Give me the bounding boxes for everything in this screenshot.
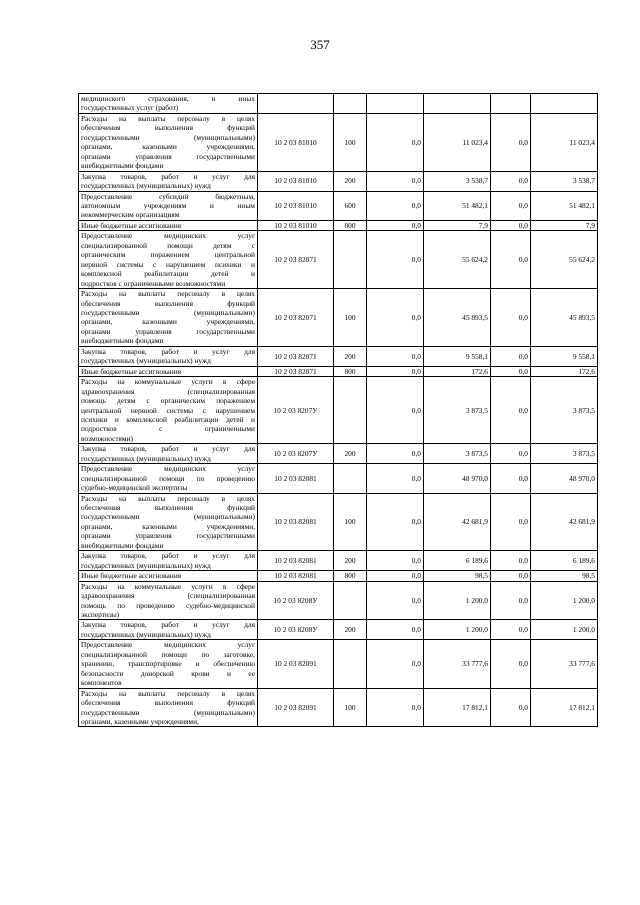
expense-name-line: Закупка товаров, работ и услуг для — [81, 171, 255, 181]
expense-name-line: органами управления государственными — [81, 531, 255, 541]
amount-cell: 0,0 — [491, 464, 531, 493]
table-row — [79, 171, 598, 191]
expense-name-line: здравоохранения (специализированная — [81, 386, 255, 396]
expense-type-cell: 200 — [334, 444, 367, 464]
expense-name-line: органами, казенными учреждениями, — [81, 717, 199, 726]
expense-name-line: Иные бюджетные ассигнования — [81, 571, 182, 581]
expense-name-line: внебюджетными фондами — [81, 540, 164, 550]
table-row — [79, 220, 598, 230]
expense-name-line: государственными (муниципальными) — [81, 307, 255, 317]
target-article-cell: 10 2 03 8208У — [258, 620, 334, 640]
expense-type-cell: 100 — [334, 113, 367, 171]
amount-cell: 0,0 — [491, 346, 531, 366]
table-row — [79, 571, 598, 581]
expense-name-line: государственных (муниципальных) нужд — [81, 453, 211, 463]
target-article-cell: 10 2 03 81010 — [258, 191, 334, 220]
expense-name-line: хранению, транспортировке и обеспечению — [81, 659, 255, 669]
expense-name-cell — [79, 231, 258, 289]
amount-cell: 0,0 — [491, 220, 531, 230]
expense-type-cell — [334, 231, 367, 289]
table-row — [79, 191, 598, 220]
expense-name-line: судебно-медицинской экспертизы — [81, 483, 188, 493]
expense-name-line: психики и комплексной реабилитации детей и — [81, 414, 255, 424]
amount-total-cell: 42 681,9 — [531, 493, 598, 551]
expense-name-line: нервной системы с нарушением психики и — [81, 259, 255, 269]
amount-total-cell: 3 873,5 — [531, 444, 598, 464]
expense-name-cell — [79, 581, 258, 620]
expense-name-line: органами управления государственными — [81, 326, 255, 336]
expense-name-line: Закупка товаров, работ и услуг для — [81, 444, 255, 454]
expense-name-line: внебюджетными фондами — [81, 336, 164, 346]
amount-total-cell: 17 812,1 — [531, 688, 598, 727]
expense-type-cell: 800 — [334, 366, 367, 376]
expense-name-line: Предоставление медицинских услуг — [81, 464, 255, 474]
expense-name-cell — [79, 551, 258, 571]
expense-name-line: специализированной помощи по проведению — [81, 473, 255, 483]
expense-type-cell: 800 — [334, 571, 367, 581]
amount-cell: 3 538,7 — [424, 171, 491, 191]
expense-type-cell: 200 — [334, 620, 367, 640]
expense-name-cell — [79, 444, 258, 464]
expense-type-cell: 100 — [334, 493, 367, 551]
amount-total-cell: 98,5 — [531, 571, 598, 581]
amount-cell: 0,0 — [491, 231, 531, 289]
expense-name-line: обеспечения выполнения функций — [81, 698, 255, 708]
expense-name-line: экспертизы) — [81, 610, 120, 620]
amount-cell: 0,0 — [367, 231, 424, 289]
expense-name-line: Расходы на коммунальные услуги в сфере — [81, 581, 255, 591]
expense-name-line: возможностями) — [81, 433, 133, 443]
amount-cell: 0,0 — [367, 171, 424, 191]
expense-name-cell — [79, 289, 258, 347]
amount-cell — [491, 94, 531, 114]
target-article-cell: 10 2 03 81010 — [258, 171, 334, 191]
expense-name-line: специализированной помощи детям с — [81, 240, 255, 250]
expense-name-cell — [79, 346, 258, 366]
table-row — [79, 640, 598, 688]
expense-name-line: обеспечения выполнения функций — [81, 298, 255, 308]
expense-name-line: государственными (муниципальными) — [81, 707, 255, 717]
amount-total-cell: 33 777,6 — [531, 640, 598, 688]
table-row — [79, 377, 598, 444]
amount-total-cell: 48 970,0 — [531, 464, 598, 493]
amount-cell: 0,0 — [367, 191, 424, 220]
target-article-cell: 10 2 03 82081 — [258, 571, 334, 581]
expense-name-line: Иные бюджетные ассигнования — [81, 366, 182, 376]
amount-cell: 0,0 — [367, 289, 424, 347]
target-article-cell: 10 2 03 82071 — [258, 346, 334, 366]
expense-name-cell — [79, 688, 258, 727]
expense-name-line: подростков с ограниченными — [81, 424, 255, 434]
amount-cell: 1 200,0 — [424, 581, 491, 620]
amount-cell: 0,0 — [491, 289, 531, 347]
expense-name-line: медицинского страхования, и иных — [81, 94, 255, 103]
amount-cell: 3 873,5 — [424, 444, 491, 464]
expense-name-cell — [79, 191, 258, 220]
amount-total-cell: 55 624,2 — [531, 231, 598, 289]
amount-cell: 3 873,5 — [424, 377, 491, 444]
table-row — [79, 289, 598, 347]
target-article-cell: 10 2 03 82071 — [258, 289, 334, 347]
table-row — [79, 688, 598, 727]
amount-cell: 51 482,1 — [424, 191, 491, 220]
amount-cell: 172,6 — [424, 366, 491, 376]
amount-cell: 0,0 — [367, 377, 424, 444]
target-article-cell: 10 2 03 8208У — [258, 581, 334, 620]
amount-total-cell: 6 189,6 — [531, 551, 598, 571]
expense-name-line: государственных услуг (работ) — [81, 103, 179, 113]
expense-type-cell: 600 — [334, 191, 367, 220]
page-number: 357 — [310, 37, 330, 52]
amount-cell: 17 812,1 — [424, 688, 491, 727]
expense-name-line: органами, казенными учреждениями, — [81, 521, 255, 531]
amount-cell: 11 023,4 — [424, 113, 491, 171]
target-article-cell: 10 2 03 82081 — [258, 551, 334, 571]
target-article-cell: 10 2 03 82071 — [258, 366, 334, 376]
table-row — [79, 94, 598, 114]
amount-cell: 0,0 — [491, 191, 531, 220]
expense-name-line: органами, казенными учреждениями, — [81, 142, 255, 152]
amount-cell: 0,0 — [491, 113, 531, 171]
expense-type-cell: 100 — [334, 289, 367, 347]
target-article-cell: 10 2 03 8207У — [258, 377, 334, 444]
expense-type-cell — [334, 640, 367, 688]
amount-cell — [367, 94, 424, 114]
amount-total-cell: 45 893,5 — [531, 289, 598, 347]
expense-name-cell — [79, 464, 258, 493]
amount-total-cell: 3 538,7 — [531, 171, 598, 191]
expense-name-line: помощь детям с органическим поражением — [81, 396, 255, 406]
expense-type-cell: 100 — [334, 688, 367, 727]
amount-cell: 55 624,2 — [424, 231, 491, 289]
expense-name-line: Расходы на выплаты персоналу в целях — [81, 289, 255, 299]
expense-name-line: безопасности донорской крови и ее — [81, 668, 255, 678]
amount-cell: 0,0 — [491, 171, 531, 191]
amount-cell: 48 970,0 — [424, 464, 491, 493]
amount-cell: 0,0 — [491, 377, 531, 444]
table-row — [79, 366, 598, 376]
target-article-cell: 10 2 03 82091 — [258, 688, 334, 727]
amount-total-cell: 11 023,4 — [531, 113, 598, 171]
expense-name-cell — [79, 620, 258, 640]
amount-cell: 0,0 — [491, 620, 531, 640]
expense-name-line: комплексной реабилитации детей и — [81, 269, 255, 279]
expense-name-line: органами, казенными учреждениями, — [81, 317, 255, 327]
amount-cell: 1 200,0 — [424, 620, 491, 640]
amount-cell: 6 189,6 — [424, 551, 491, 571]
amount-cell: 0,0 — [491, 444, 531, 464]
table-row — [79, 346, 598, 366]
amount-total-cell: 1 200,0 — [531, 581, 598, 620]
expense-type-cell: 200 — [334, 551, 367, 571]
expense-name-line: органическим поражением центральной — [81, 250, 255, 260]
expense-name-line: Расходы на выплаты персоналу в целях — [81, 688, 255, 698]
amount-cell: 0,0 — [367, 620, 424, 640]
expense-name-line: здравоохранения (специализированная — [81, 591, 255, 601]
expense-name-line: органами управления государственными — [81, 151, 255, 161]
amount-cell: 0,0 — [367, 640, 424, 688]
amount-cell — [424, 94, 491, 114]
amount-total-cell: 51 482,1 — [531, 191, 598, 220]
expense-name-line: Расходы на выплаты персоналу в целях — [81, 113, 255, 123]
target-article-cell: 10 2 03 82081 — [258, 493, 334, 551]
amount-cell: 0,0 — [367, 346, 424, 366]
table-row — [79, 551, 598, 571]
expense-type-cell — [334, 377, 367, 444]
expense-name-line: центральной нервной системы с нарушением — [81, 405, 255, 415]
table-row — [79, 493, 598, 551]
table-row — [79, 620, 598, 640]
expense-name-line: государственных (муниципальных) нужд — [81, 356, 211, 366]
amount-cell: 0,0 — [367, 366, 424, 376]
expense-name-line: некоммерческим организациям — [81, 210, 180, 220]
amount-cell: 42 681,9 — [424, 493, 491, 551]
expense-name-line: Расходы на коммунальные услуги в сфере — [81, 377, 255, 387]
expense-name-line: Предоставление субсидий бюджетным, — [81, 191, 255, 201]
expense-name-line: Иные бюджетные ассигнования — [81, 220, 182, 230]
expense-name-line: государственных (муниципальных) нужд — [81, 560, 211, 570]
amount-cell: 0,0 — [367, 464, 424, 493]
table-row — [79, 581, 598, 620]
target-article-cell: 10 2 03 81010 — [258, 113, 334, 171]
amount-cell: 0,0 — [491, 551, 531, 571]
expense-name-line: государственными (муниципальными) — [81, 512, 255, 522]
expense-name-cell — [79, 571, 258, 581]
expense-name-cell — [79, 493, 258, 551]
budget-table — [78, 93, 598, 727]
expense-name-line: Закупка товаров, работ и услуг для — [81, 346, 255, 356]
expense-name-cell — [79, 366, 258, 376]
expense-name-cell — [79, 113, 258, 171]
amount-cell: 0,0 — [367, 688, 424, 727]
expense-name-line: Закупка товаров, работ и услуг для — [81, 620, 255, 630]
expense-type-cell — [334, 581, 367, 620]
target-article-cell: 10 2 03 8207У — [258, 444, 334, 464]
expense-name-line: государственными (муниципальными) — [81, 132, 255, 142]
amount-cell: 0,0 — [367, 571, 424, 581]
amount-cell: 0,0 — [491, 493, 531, 551]
expense-name-cell — [79, 94, 258, 114]
expense-name-line: Расходы на выплаты персоналу в целях — [81, 493, 255, 503]
expense-name-line: государственных (муниципальных) нужд — [81, 629, 211, 639]
expense-name-line: Предоставление медицинских услуг — [81, 231, 255, 241]
expense-type-cell — [334, 94, 367, 114]
amount-cell: 33 777,6 — [424, 640, 491, 688]
amount-cell: 0,0 — [367, 220, 424, 230]
table-row — [79, 113, 598, 171]
amount-cell: 0,0 — [491, 688, 531, 727]
expense-name-line: Закупка товаров, работ и услуг для — [81, 551, 255, 561]
amount-cell: 45 893,5 — [424, 289, 491, 347]
amount-total-cell: 3 873,5 — [531, 377, 598, 444]
amount-cell: 0,0 — [367, 444, 424, 464]
table-row — [79, 464, 598, 493]
expense-name-cell — [79, 171, 258, 191]
amount-total-cell: 1 200,0 — [531, 620, 598, 640]
expense-name-line: обеспечения выполнения функций — [81, 503, 255, 513]
expense-name-line: внебюджетными фондами — [81, 161, 164, 171]
target-article-cell: 10 2 03 82081 — [258, 464, 334, 493]
expense-name-cell — [79, 377, 258, 444]
amount-total-cell: 9 558,1 — [531, 346, 598, 366]
amount-cell: 0,0 — [367, 493, 424, 551]
amount-cell: 98,5 — [424, 571, 491, 581]
table-row — [79, 444, 598, 464]
amount-cell: 0,0 — [491, 366, 531, 376]
amount-total-cell: 7,9 — [531, 220, 598, 230]
amount-cell: 0,0 — [367, 581, 424, 620]
expense-type-cell: 200 — [334, 171, 367, 191]
expense-name-line: подростков с ограниченными возможностями — [81, 278, 226, 288]
expense-name-line: Предоставление медицинских услуг — [81, 640, 255, 650]
expense-name-line: обеспечения выполнения функций — [81, 123, 255, 133]
expense-name-line: государственных (муниципальных) нужд — [81, 181, 211, 191]
amount-total-cell — [531, 94, 598, 114]
amount-cell: 0,0 — [491, 581, 531, 620]
table-row — [79, 231, 598, 289]
target-article-cell: 10 2 03 82091 — [258, 640, 334, 688]
target-article-cell: 10 2 03 81010 — [258, 220, 334, 230]
expense-name-line: помощь по проведению судебно-медицинской — [81, 600, 255, 610]
amount-cell: 0,0 — [367, 551, 424, 571]
amount-cell: 0,0 — [491, 640, 531, 688]
amount-total-cell: 172,6 — [531, 366, 598, 376]
expense-name-line: специализированной помощи по заготовке, — [81, 649, 255, 659]
amount-cell: 7,9 — [424, 220, 491, 230]
expense-type-cell: 800 — [334, 220, 367, 230]
expense-type-cell: 200 — [334, 346, 367, 366]
amount-cell: 0,0 — [367, 113, 424, 171]
expense-type-cell — [334, 464, 367, 493]
amount-cell: 0,0 — [491, 571, 531, 581]
expense-name-cell — [79, 640, 258, 688]
amount-cell: 9 558,1 — [424, 346, 491, 366]
expense-name-line: автономным учреждениям и иным — [81, 200, 255, 210]
expense-name-cell — [79, 220, 258, 230]
target-article-cell — [258, 94, 334, 114]
expense-name-line: компонентов — [81, 678, 122, 688]
target-article-cell: 10 2 03 82071 — [258, 231, 334, 289]
